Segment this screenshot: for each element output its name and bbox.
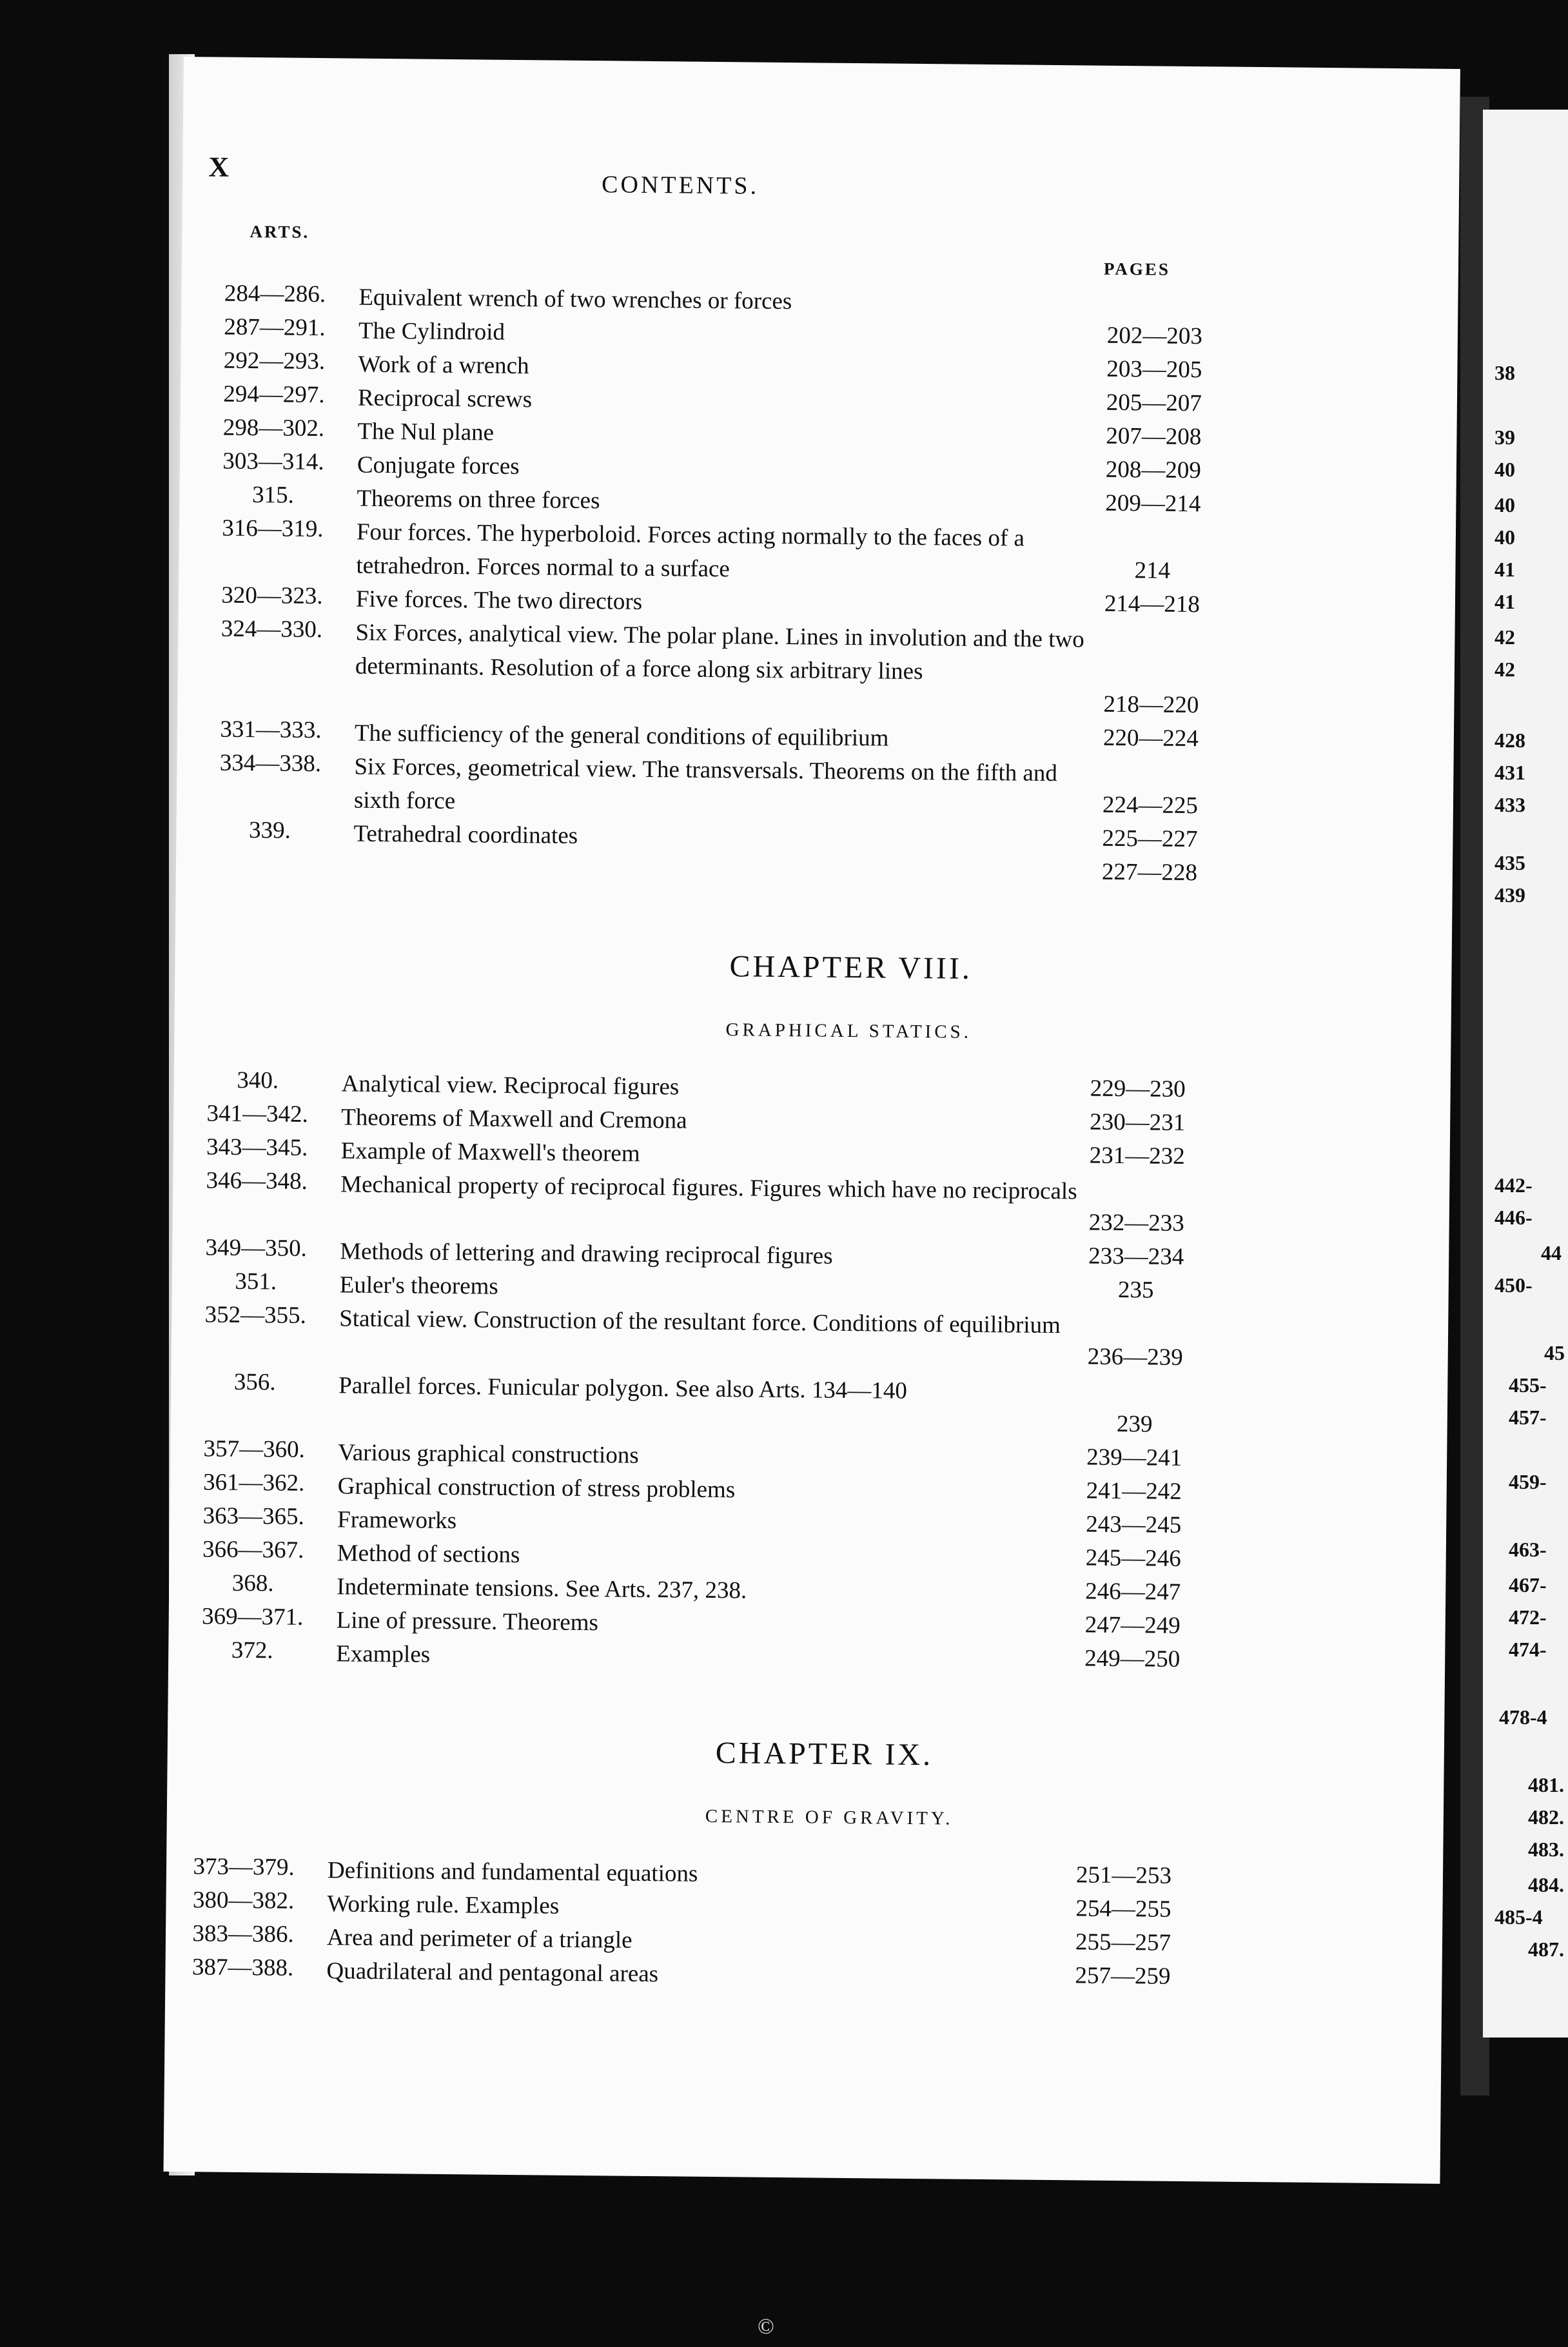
pages-column-header: PAGES	[1103, 259, 1171, 279]
page-range: 241—242	[1086, 1477, 1182, 1505]
entry-description: Six Forces, analytical view. The polar plane. Lines in involution and the two determinants. Resolution of a force along six arbitrary lines	[355, 619, 1084, 685]
page-range: 239	[1116, 1410, 1153, 1438]
article-range: 331—333.	[220, 716, 322, 744]
page-range: 214—218	[1104, 590, 1200, 618]
article-range: 303—314.	[222, 447, 324, 476]
article-range: 356.	[233, 1368, 276, 1396]
page-range: 218—220	[1103, 691, 1199, 719]
page-range: 224—225	[1102, 791, 1199, 820]
page-range: 231—232	[1089, 1142, 1185, 1170]
facing-page-number: 483.	[1528, 1838, 1564, 1861]
article-range: 366—367.	[202, 1536, 304, 1564]
entry-description: Various graphical constructions	[338, 1439, 639, 1469]
facing-page-number: 487.	[1528, 1938, 1564, 1961]
page-range: 229—230	[1090, 1075, 1186, 1103]
article-range: 320—323.	[221, 582, 323, 610]
entry-description: The Cylindroid	[358, 317, 505, 346]
facing-page-number: 40	[1494, 458, 1515, 481]
page-range: 251—253	[1075, 1861, 1172, 1889]
entry-description: Reciprocal screws	[357, 384, 533, 413]
arts-column-header: ARTS.	[250, 221, 310, 242]
article-range: 352—355.	[204, 1301, 307, 1329]
article-range: 324—330.	[220, 615, 323, 643]
article-range: 340.	[237, 1066, 279, 1094]
article-range: 346—348.	[206, 1167, 308, 1195]
page-range: 257—259	[1075, 1962, 1171, 1990]
article-range: 373—379.	[193, 1853, 295, 1881]
page-range: 225—227	[1102, 825, 1198, 853]
entry-description: Graphical construction of stress problems	[337, 1473, 736, 1504]
article-range: 316—319.	[222, 515, 324, 543]
page-range: 230—231	[1090, 1108, 1186, 1136]
facing-page-number: 40	[1494, 493, 1515, 516]
facing-page-number: 482.	[1528, 1805, 1564, 1829]
facing-page-number: 442-	[1494, 1174, 1533, 1197]
page-range: 246—247	[1085, 1578, 1181, 1606]
entry-description: Line of pressure. Theorems	[336, 1607, 599, 1636]
page-range: 214	[1134, 557, 1171, 584]
facing-page-number: 459-	[1509, 1470, 1547, 1493]
entry-description: Methods of lettering and drawing reciprocal figures	[340, 1238, 833, 1270]
facing-page-number: 433	[1494, 793, 1525, 816]
facing-page-number: 45	[1544, 1341, 1565, 1364]
entry-description: Equivalent wrench of two wrenches or forces	[358, 284, 792, 315]
entry-description: Theorems on three forces	[357, 485, 600, 515]
facing-page-number: 467-	[1509, 1573, 1547, 1596]
article-range: 387—388.	[191, 1954, 294, 1981]
entry-description: Conjugate forces	[357, 451, 520, 480]
article-range: 361—362.	[202, 1469, 305, 1497]
article-range: 284—286.	[224, 280, 326, 308]
article-range: 363—365.	[202, 1502, 305, 1530]
facing-page-number: 457-	[1509, 1406, 1547, 1429]
page-range: 249—250	[1084, 1645, 1181, 1673]
facing-page-number: 478-4	[1499, 1705, 1547, 1729]
article-range: 334—338.	[219, 749, 322, 778]
entry-description: Frameworks	[337, 1506, 457, 1535]
entry-description: Indeterminate tensions. See Arts. 237, 238.	[337, 1573, 747, 1604]
article-range: 383—386.	[192, 1920, 294, 1948]
page-range: 227—228	[1101, 858, 1198, 887]
article-range: 315.	[251, 482, 295, 509]
entry-description: Analytical view. Reciprocal figures	[341, 1070, 680, 1101]
facing-page-number: 40	[1494, 525, 1515, 549]
facing-page-number: 42	[1494, 658, 1515, 681]
entry-description: Method of sections	[337, 1540, 520, 1569]
article-range: 369—371.	[201, 1603, 304, 1631]
article-range	[192, 849, 347, 850]
page-range: 247—249	[1084, 1611, 1181, 1639]
facing-page-number: 435	[1494, 851, 1525, 874]
facing-page-number: 463-	[1509, 1538, 1547, 1561]
article-range: 341—342.	[206, 1100, 309, 1128]
page-range: 245—246	[1085, 1544, 1181, 1572]
chapter-subtitle: GRAPHICAL STATICS.	[725, 1019, 972, 1043]
article-range: 368.	[231, 1569, 274, 1597]
page-range: 239—241	[1086, 1444, 1182, 1471]
entry-description: Work of a wrench	[358, 351, 529, 380]
facing-page-fragment	[1483, 110, 1568, 2038]
entry-description: Working rule. Examples	[327, 1890, 560, 1920]
page-range: 243—245	[1086, 1511, 1182, 1538]
article-range: 357—360.	[203, 1435, 306, 1463]
facing-page-number: 41	[1494, 590, 1515, 613]
entry-description: Definitions and fundamental equations	[327, 1857, 698, 1887]
facing-page-number: 474-	[1509, 1638, 1547, 1661]
entry-description: Statical view. Construction of the resultant force. Conditions of equilibrium	[339, 1305, 1061, 1339]
facing-page-number: 484.	[1528, 1873, 1564, 1896]
page-range: 208—209	[1105, 456, 1202, 484]
entry-description: Quadrilateral and pentagonal areas	[326, 1958, 659, 1988]
page-range: 233—234	[1088, 1242, 1184, 1270]
facing-page-number: 42	[1494, 625, 1515, 649]
page-range: 203—205	[1106, 355, 1202, 384]
running-head: CONTENTS.	[601, 171, 760, 200]
article-range: 292—293.	[223, 347, 326, 375]
entry-description: Five forces. The two directors	[355, 585, 643, 615]
facing-page-number: 450-	[1494, 1273, 1533, 1297]
facing-page-number: 481.	[1528, 1773, 1564, 1796]
facing-page-number: 428	[1494, 729, 1525, 752]
page-range: 202—203	[1106, 322, 1203, 350]
page-range: 220—224	[1102, 724, 1199, 752]
page-range: 207—208	[1106, 422, 1202, 451]
entry-description: The sufficiency of the general conditions of equilibrium	[354, 720, 889, 752]
page-range: 254—255	[1075, 1895, 1171, 1923]
entry-description: Theorems of Maxwell and Cremona	[341, 1104, 687, 1134]
article-range: 349—350.	[205, 1234, 308, 1262]
entry-description: Examples	[336, 1640, 431, 1668]
facing-page-number: 44	[1541, 1241, 1562, 1264]
page-range: 205—207	[1106, 389, 1202, 417]
entry-description: Tetrahedral coordinates	[353, 820, 578, 849]
chapter-subtitle: CENTRE OF GRAVITY.	[705, 1805, 954, 1829]
article-range: 287—291.	[224, 313, 326, 342]
article-range: 380—382.	[192, 1887, 295, 1914]
chapter-title: CHAPTER IX.	[715, 1736, 934, 1773]
article-range: 372.	[231, 1636, 273, 1664]
facing-page-number: 472-	[1509, 1606, 1547, 1629]
facing-page-number: 485-4	[1494, 1905, 1543, 1929]
article-range: 343—345.	[206, 1134, 308, 1161]
article-range: 351.	[235, 1268, 277, 1295]
page-range	[1088, 288, 1223, 289]
article-range: 339.	[248, 817, 291, 844]
page-range: 209—214	[1105, 489, 1201, 518]
entry-description: Area and perimeter of a triangle	[326, 1924, 632, 1954]
entry-description: Six Forces, geometrical view. The transversals. Theorems on the fifth and sixth force	[353, 753, 1058, 815]
facing-page-number: 439	[1494, 883, 1525, 907]
entry-description: Parallel forces. Funicular polygon. See also Arts. 134—140	[338, 1372, 908, 1404]
chapter-title: CHAPTER VIII.	[729, 949, 973, 986]
page-folio: X	[208, 151, 230, 183]
entry-description: Mechanical property of reciprocal figures. Figures which have no reciprocals	[340, 1171, 1077, 1205]
facing-page-number: 39	[1494, 426, 1515, 449]
page-range: 255—257	[1075, 1929, 1171, 1956]
facing-page-number: 38	[1494, 361, 1515, 384]
scan-mark-icon: ©	[758, 2315, 774, 2339]
entry-description: Example of Maxwell's theorem	[340, 1137, 640, 1167]
facing-page-number: 431	[1494, 761, 1525, 784]
facing-page-number: 41	[1494, 558, 1515, 581]
entry-description: The Nul plane	[357, 418, 495, 446]
page-range: 232—233	[1088, 1209, 1184, 1237]
article-range: 294—297.	[223, 380, 325, 409]
contents-page	[164, 57, 1460, 2184]
entry-description: Four forces. The hyperboloid. Forces acting normally to the faces of a tetrahedron. Forces normal to a surface	[356, 518, 1025, 583]
entry-description: Euler's theorems	[339, 1272, 498, 1300]
page-range: 235	[1117, 1276, 1154, 1304]
facing-page-number: 446-	[1494, 1206, 1533, 1229]
facing-page-number: 455-	[1509, 1373, 1547, 1397]
article-range: 298—302.	[222, 414, 325, 442]
page-range: 236—239	[1087, 1343, 1183, 1371]
